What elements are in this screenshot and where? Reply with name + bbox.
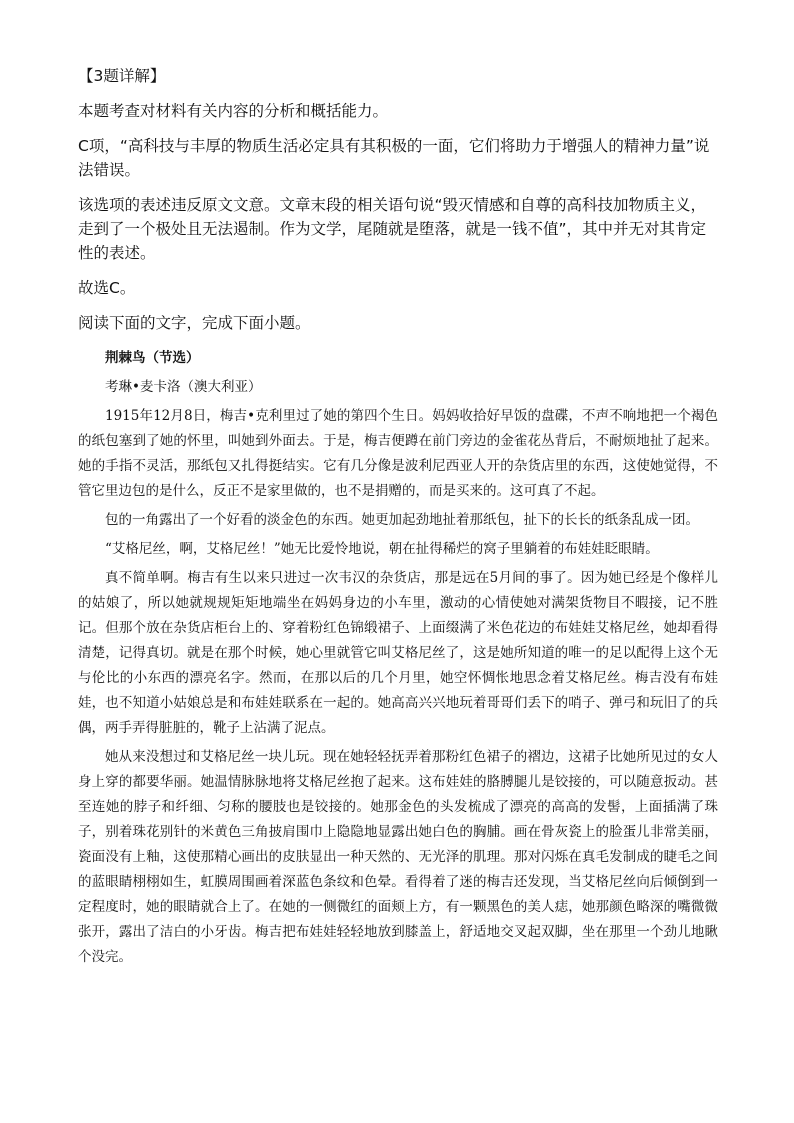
analysis-line: 本题考查对材料有关内容的分析和概括能力。: [78, 102, 389, 120]
story-author: 考琳•麦卡洛（澳大利亚）: [105, 379, 262, 395]
answer-analysis-section: [78, 64, 718, 335]
story-paragraph: 包的一角露出了一个好看的淡金色的东西。她更加起劲地扯着那纸包，扯下的长长的纸条乱成一团。: [105, 512, 699, 528]
analysis-answer: 故选C。: [78, 279, 136, 297]
page-content: [78, 64, 718, 974]
story-section: [78, 346, 718, 970]
story-paragraph: 真不简单啊。梅吉有生以来只进过一次韦汉的杂货店，那是远在5月间的事了。因为她已经是个像样儿的姑娘了，所以她就规规矩矩地端坐在妈妈身边的小车里，激动的心情使她对满架货物目不暇接，记不胜记。但那个放在杂货店柜台上的、穿着粉红色锦缎裙子、上面缀满了米色花边的布娃娃艾格尼丝，她却看得清楚，记得真切。就是在那个时候，她心里就管它叫艾格尼丝了，这是她所知道的唯一的足以配得上这个无与伦比的小东西的漂亮名字。然而，在那以后的几个月里，她空怀惆怅地思念着艾格尼丝。梅吉没有布娃娃，也不知道小姑娘总是和布娃娃联系在一起的。她高高兴兴地玩着哥哥们丢下的哨子、弹弓和玩旧了的兵偶，两手弄得脏脏的，靴子上沾满了泥点。: [78, 570, 718, 736]
analysis-line: 该选项的表述违反原文文意。文章末段的相关语句说“毁灭情感和自尊的高科技加物质主义，走到了一个极处且无法遏制。作为文学，尾随就是堕落，就是一钱不值”，其中并无对其肯定性的表述。: [78, 196, 707, 262]
story-paragraph: 1915年12月8日，梅吉•克利里过了她的第四个生日。妈妈收拾好早饭的盘碟，不声不响地把一个褐色的纸包塞到了她的怀里，叫她到外面去。于是，梅吉便蹲在前门旁边的金雀花丛背后，不耐烦地扯了起来。她的手指不灵活，那纸包又扎得挺结实。它有几分像是波利尼西亚人开的杂货店里的东西，这使她觉得，不管它里边包的是什么，反正不是家里做的，也不是捐赠的，而是买来的。这可真了不起。: [78, 408, 718, 499]
story-paragraph: 她从来没想过和艾格尼丝一块儿玩。现在她轻轻抚弄着那粉红色裙子的褶边，这裙子比她所见过的女人身上穿的都要华丽。她温情脉脉地将艾格尼丝抱了起来。这布娃娃的胳膊腿儿是铰接的，可以随意扳动。甚至连她的脖子和纤细、匀称的腰肢也是铰接的。她那金色的头发梳成了漂亮的高高的发髻，上面插满了珠子，别着珠花别针的米黄色三角披肩围巾上隐隐地显露出她白色的胸脯。画在骨灰瓷上的脸蛋儿非常美丽，瓷面没有上釉，这使那精心画出的皮肤显出一种天然的、无光泽的肌理。那对闪烁在真毛发制成的睫毛之间的蓝眼睛栩栩如生，虹膜周围画着深蓝色条纹和色晕。看得着了迷的梅吉还发现，当艾格尼丝向后倾倒到一定程度时，她的眼睛就合上了。在她的一侧微红的面颊上方，有一颗黑色的美人痣，她那颜色略深的嘴微微张开，露出了洁白的小牙齿。梅吉把布娃娃轻轻地放到膝盖上，舒适地交叉起双脚，坐在那里一个劲儿地瞅个没完。: [78, 749, 718, 965]
analysis-line: C项，“高科技与丰厚的物质生活必定具有其积极的一面，它们将助力于增强人的精神力量”说法错误。: [78, 137, 710, 179]
story-title: 荆棘鸟（节选）: [105, 350, 200, 366]
analysis-heading: 【3题详解】: [78, 67, 166, 85]
story-paragraph: “艾格尼丝，啊，艾格尼丝！”她无比爱怜地说，朝在扯得稀烂的窝子里躺着的布娃娃眨眼睛。: [105, 541, 659, 557]
reading-instruction: 阅读下面的文字，完成下面小题。: [78, 314, 311, 332]
